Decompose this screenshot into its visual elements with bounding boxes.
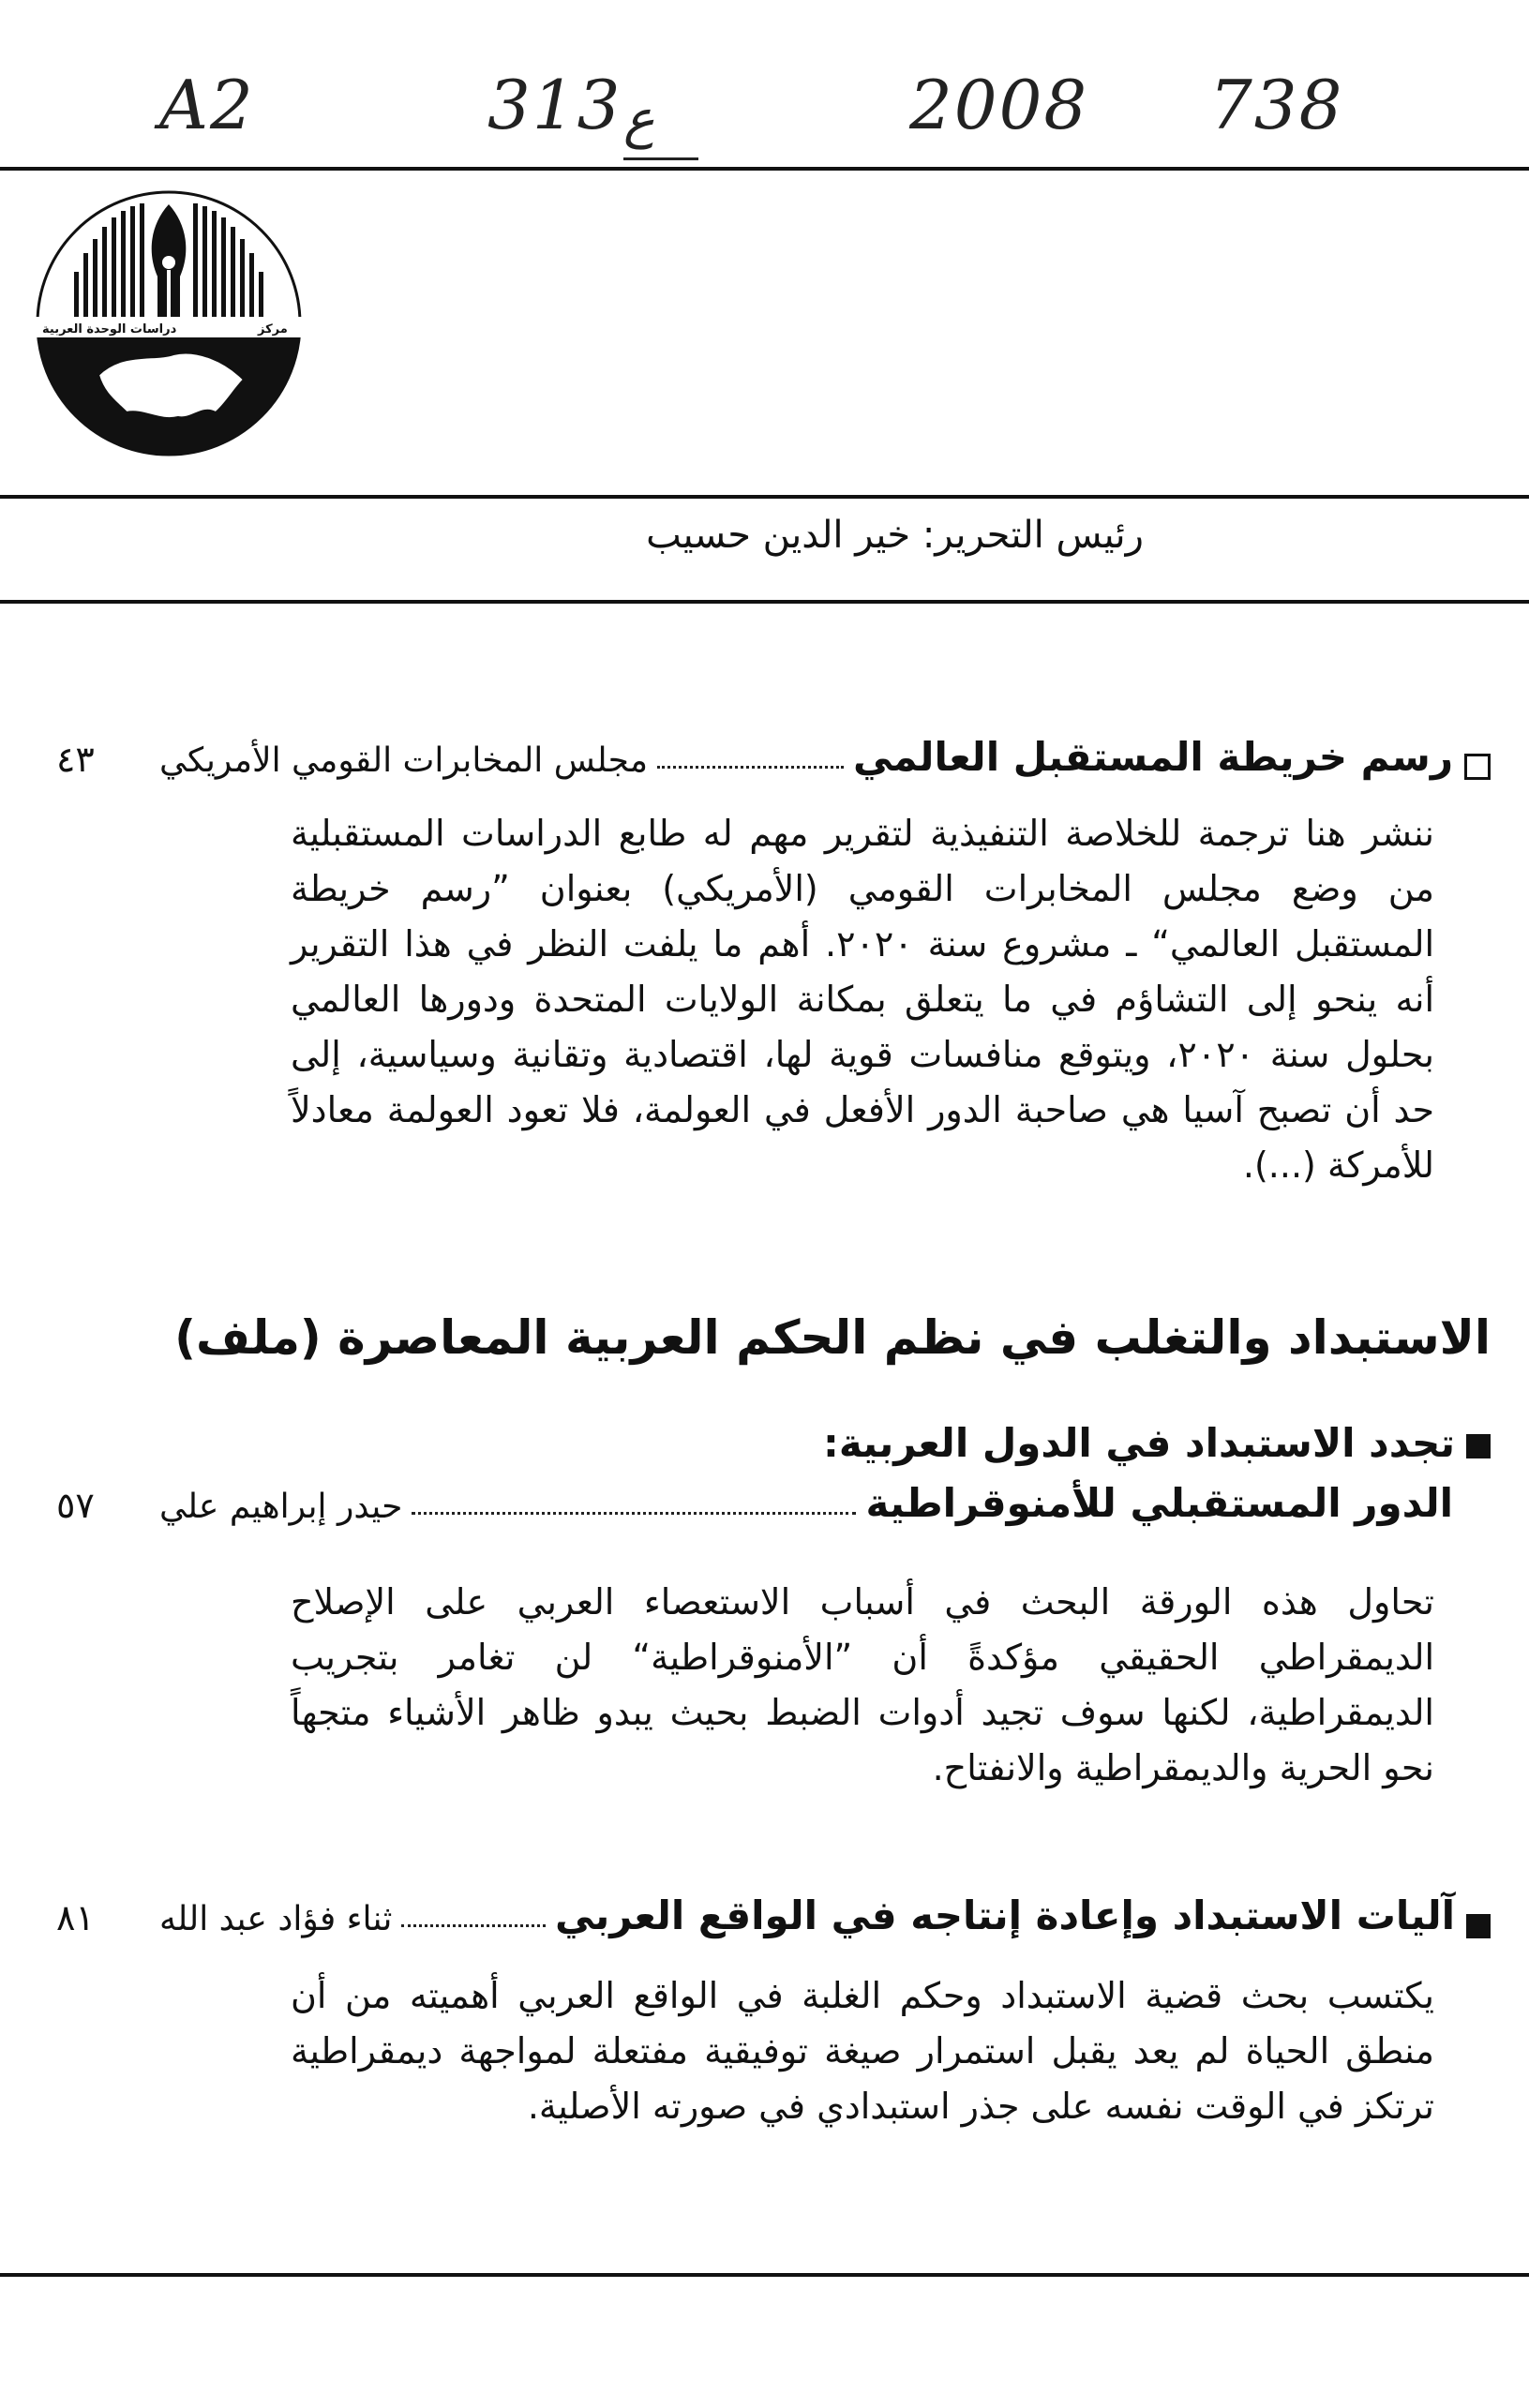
leader-dots xyxy=(401,1924,546,1927)
header-rule-bottom xyxy=(0,600,1529,604)
logo-arc-text-left: دراسات الوحدة العربية xyxy=(42,322,177,337)
filled-square-bullet-icon xyxy=(1466,1914,1491,1938)
publisher-logo xyxy=(33,187,305,459)
toc-subentry-1-abstract: تحاول هذه الورقة البحث في أسباب الاستعصاء العربي على الإصلاح الديمقراطي الحقيقي مؤكدةً أن ”الأمنوقراطية“ لن تغامر بتجريب الديمقراطية، لكنها سوف تجيد أدوات الضبط بحيث يبدو ظاهر الأشياء متجهاً نحو الحرية والديمقراطية والانفتاح. xyxy=(291,1581,1434,1788)
toc-entry-page: ٥٧ xyxy=(56,1485,95,1526)
logo-arc-text-right: مركز xyxy=(258,322,288,337)
toc-entry-abstract: ننشر هنا ترجمة للخلاصة التنفيذية لتقرير مهم له طابع الدراسات المستقبلية من وضع مجلس المخابرات القومي (الأمريكي) بعنوان ”رسم خريطة المستقبل العالمي“ ـ مشروع سنة ٢٠٢٠. أهم ما يلفت النظر في هذا التقرير أنه ينحو إلى التشاؤم في ما يتعلق بمكانة الولايات المتحدة ودورها العالمي بحلول سنة ٢٠٢٠، ويتوقع منافسات قوية لها، اقتصادية وتقانية وسياسية، إلى حد أن تصبح آسيا هي صاحبة الدور الأفعل في العولمة، فلا تعود العولمة معادلاً للأمركة (...). xyxy=(291,813,1434,1186)
handwritten-note-313: 313 xyxy=(487,66,622,144)
top-rule xyxy=(0,167,1529,171)
leader-dots xyxy=(657,766,844,769)
handwritten-note-738: 738 xyxy=(1209,66,1344,144)
section-title: الاستبداد والتغلب في نظم الحكم العربية المعاصرة (ملف) xyxy=(174,1310,1491,1365)
toc-entry-page: ٨١ xyxy=(56,1897,95,1938)
toc-subentry-2[interactable] xyxy=(37,1882,1491,1938)
toc-entry-1[interactable] xyxy=(37,724,1491,780)
footer-rule xyxy=(0,2273,1529,2277)
handwritten-note-a2: A2 xyxy=(159,66,255,144)
toc-entry-author: مجلس المخابرات القومي الأمريكي xyxy=(159,741,649,780)
toc-entry-title: آليات الاستبداد وإعادة إنتاجه في الواقع العربي xyxy=(555,1892,1455,1938)
handwritten-note-year: 2008 xyxy=(909,66,1089,144)
open-square-bullet-icon xyxy=(1464,754,1491,780)
handwritten-note-ain: ع xyxy=(623,89,655,150)
leader-dots xyxy=(412,1512,856,1515)
handwritten-underline xyxy=(623,157,698,160)
toc-entry-title: رسم خريطة المستقبل العالمي xyxy=(853,734,1453,780)
toc-entry-author: ثناء فؤاد عبد الله xyxy=(159,1900,393,1938)
toc-subentry-1[interactable] xyxy=(37,1470,1491,1526)
toc-entry-title: الدور المستقبلي للأمنوقراطية xyxy=(865,1480,1453,1526)
editor-in-chief-line: رئيس التحرير: خير الدين حسيب xyxy=(646,514,1144,557)
toc-subentry-2-abstract: يكتسب بحث قضية الاستبداد وحكم الغلبة في الواقع العربي أهميته من أن منطق الحياة لم يعد يقبل استمرار صيغة توفيقية مفتعلة لمواجهة ديمقراطية ترتكز في الوقت نفسه على جذر استبدادي في صورته الأصلية. xyxy=(291,1975,1434,2127)
filled-square-bullet-icon xyxy=(1466,1434,1491,1458)
toc-entry-page: ٤٣ xyxy=(56,739,95,780)
header-rule-top xyxy=(0,495,1529,499)
toc-subentry-1-title-line1[interactable]: تجدد الاستبداد في الدول العربية: xyxy=(37,1420,1491,1466)
toc-entry-author: حيدر إبراهيم علي xyxy=(159,1488,403,1526)
